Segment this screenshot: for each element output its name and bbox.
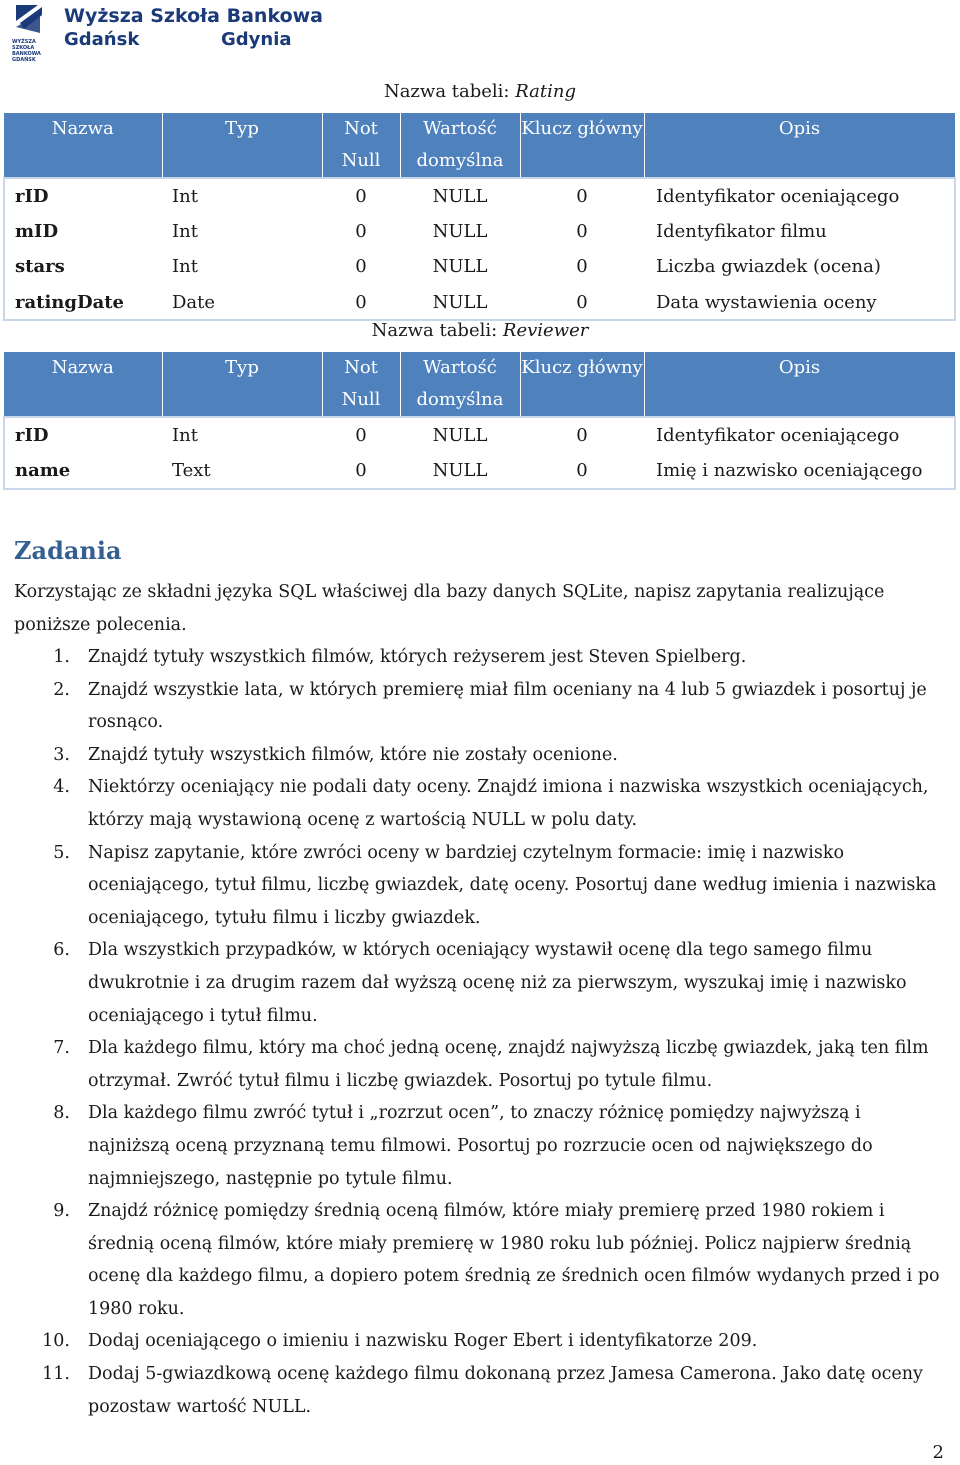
task-number: 11.	[42, 1364, 70, 1385]
list-item	[14, 837, 946, 935]
task-number: 9.	[53, 1201, 70, 1222]
cell-klucz: 0	[520, 453, 644, 489]
task-number: 6.	[53, 940, 70, 961]
tasks-heading: Zadania	[14, 536, 122, 565]
col-header-klucz: Klucz główny	[520, 113, 644, 178]
cell-typ: Int	[162, 249, 322, 284]
task-number: 5.	[53, 842, 70, 863]
cell-nazwa: name	[4, 453, 162, 489]
table-row	[4, 417, 955, 453]
cell-klucz: 0	[520, 249, 644, 284]
cell-typ: Int	[162, 178, 322, 214]
task-text: Znajdź wszystkie lata, w których premierę miał film oceniany na 4 lub 5 gwiazdek i posortuj je rosnąco.	[88, 679, 927, 733]
table-row	[4, 453, 955, 489]
col-header-nazwa: Nazwa	[4, 113, 162, 178]
university-logo	[12, 3, 323, 63]
cell-typ: Int	[162, 214, 322, 249]
tasks-intro: Korzystając ze składni języka SQL właściwej dla bazy danych SQLite, napisz zapytania realizujące poniższe polecenia.	[14, 582, 885, 635]
task-text: Znajdź tytuły wszystkich filmów, których reżyserem jest Steven Spielberg.	[88, 647, 747, 667]
cell-wartosc: NULL	[400, 249, 520, 284]
list-item	[14, 771, 946, 836]
cell-klucz: 0	[520, 417, 644, 453]
caption-prefix: Nazwa tabeli:	[371, 320, 503, 341]
cell-typ: Date	[162, 284, 322, 320]
cell-klucz: 0	[520, 284, 644, 320]
task-number: 4.	[53, 777, 70, 798]
table-caption-rating	[0, 81, 960, 102]
task-text: Znajdź różnicę pomiędzy średnią oceną filmów, które miały premierę przed 1980 rokiem i średnią oceną filmów, które miały premierę w 1980 roku lub później. Policz najpierw średnią ocenę dla każdego filmu, a dopiero potem średnią ze średnich ocen filmów wydanych przed i po 1980 roku.	[88, 1201, 940, 1319]
cell-not-null: 0	[322, 453, 400, 489]
reviewer-table	[3, 352, 956, 490]
cell-opis: Liczba gwiazdek (ocena)	[644, 249, 955, 284]
cell-nazwa: rID	[4, 417, 162, 453]
col-header-wartosc: Wartość domyślna	[400, 352, 520, 417]
cell-not-null: 0	[322, 284, 400, 320]
cell-opis: Data wystawienia oceny	[644, 284, 955, 320]
list-item	[14, 1325, 946, 1358]
caption-table-name: Rating	[515, 81, 577, 102]
list-item	[14, 934, 946, 1032]
task-text: Niektórzy oceniający nie podali daty oceny. Znajdź imiona i nazwiska wszystkich oceniających, którzy mają wystawioną ocenę z wartością NULL w polu daty.	[88, 777, 929, 830]
list-item	[14, 1032, 946, 1097]
list-item	[14, 739, 946, 772]
university-name: Wyższa Szkoła Bankowa	[64, 5, 323, 27]
task-number: 1.	[53, 647, 70, 667]
col-header-not-null: Not Null	[322, 113, 400, 178]
task-text: Dodaj 5-gwiazdkową ocenę każdego filmu dokonaną przez Jamesa Camerona. Jako datę oceny pozostaw wartość NULL.	[88, 1364, 923, 1417]
cell-nazwa: ratingDate	[4, 284, 162, 320]
list-item	[14, 641, 946, 674]
cell-nazwa: stars	[4, 249, 162, 284]
task-text: Dodaj oceniającego o imieniu i nazwisku Roger Ebert i identyfikatorze 209.	[88, 1331, 758, 1352]
task-text: Dla każdego filmu zwróć tytuł i „rozrzut ocen”, to znaczy różnicę pomiędzy najwyższą i najniższą oceną przyznaną temu filmowi. Posortuj po rozrzucie ocen od największego do najmniejszego, następnie po tytule filmu.	[88, 1103, 873, 1189]
task-text: Dla każdego filmu, który ma choć jedną ocenę, znajdź najwyższą liczbę gwiazdek, jaką ten film otrzymał. Zwróć tytuł filmu i liczbę gwiazdek. Posortuj po tytule filmu.	[88, 1038, 929, 1091]
list-item	[14, 1195, 946, 1325]
task-number: 3.	[53, 744, 70, 765]
cell-wartosc: NULL	[400, 178, 520, 214]
col-header-not-null: Not Null	[322, 352, 400, 417]
cell-klucz: 0	[520, 214, 644, 249]
city-gdynia: Gdynia	[221, 29, 292, 50]
cell-not-null: 0	[322, 417, 400, 453]
cell-opis: Identyfikator oceniającego	[644, 178, 955, 214]
col-header-opis: Opis	[644, 352, 955, 417]
cell-wartosc: NULL	[400, 284, 520, 320]
cell-not-null: 0	[322, 249, 400, 284]
cell-nazwa: rID	[4, 178, 162, 214]
task-number: 2.	[53, 679, 70, 700]
table-row	[4, 214, 955, 249]
rating-table	[3, 113, 956, 321]
col-header-typ: Typ	[162, 113, 322, 178]
task-number: 8.	[53, 1103, 70, 1124]
task-text: Napisz zapytanie, które zwróci oceny w bardziej czytelnym formacie: imię i nazwisko oceniającego, tytuł filmu, liczbę gwiazdek, datę oceny. Posortuj dane według imienia i nazwiska oceniającego, tytułu filmu i liczby gwiazdek.	[88, 842, 937, 928]
cell-opis: Identyfikator filmu	[644, 214, 955, 249]
list-item	[14, 674, 946, 739]
table-row	[4, 284, 955, 320]
list-item	[14, 1097, 946, 1195]
cell-typ: Int	[162, 417, 322, 453]
cell-wartosc: NULL	[400, 214, 520, 249]
list-item	[14, 1358, 946, 1423]
task-text: Znajdź tytuły wszystkich filmów, które nie zostały ocenione.	[88, 744, 618, 765]
emblem-text: WYŻSZA SZKOŁA BANKOWA GDAŃSK	[12, 39, 41, 63]
task-list	[14, 641, 946, 1423]
cell-opis: Imię i nazwisko oceniającego	[644, 453, 955, 489]
col-header-klucz: Klucz główny	[520, 352, 644, 417]
cell-wartosc: NULL	[400, 417, 520, 453]
table-row	[4, 178, 955, 214]
task-text: Dla wszystkich przypadków, w których oceniający wystawił ocenę dla tego samego filmu dwukrotnie i za drugim razem dał wyższą ocenę niż za pierwszym, wyszukaj imię i nazwisko oceniającego i tytuł filmu.	[88, 940, 907, 1026]
table-row	[4, 249, 955, 284]
col-header-opis: Opis	[644, 113, 955, 178]
table-caption-reviewer	[0, 320, 960, 341]
cell-wartosc: NULL	[400, 453, 520, 489]
task-number: 10.	[42, 1331, 70, 1352]
cell-not-null: 0	[322, 178, 400, 214]
cell-not-null: 0	[322, 214, 400, 249]
col-header-wartosc: Wartość domyślna	[400, 113, 520, 178]
cell-nazwa: mID	[4, 214, 162, 249]
task-number: 7.	[53, 1038, 70, 1059]
city-gdansk: Gdańsk	[64, 29, 140, 50]
page-number: 2	[932, 1442, 944, 1463]
cell-klucz: 0	[520, 178, 644, 214]
caption-table-name: Reviewer	[502, 320, 589, 341]
cell-opis: Identyfikator oceniającego	[644, 417, 955, 453]
caption-prefix: Nazwa tabeli:	[383, 81, 516, 102]
col-header-typ: Typ	[162, 352, 322, 417]
col-header-nazwa: Nazwa	[4, 352, 162, 417]
cell-typ: Text	[162, 453, 322, 489]
